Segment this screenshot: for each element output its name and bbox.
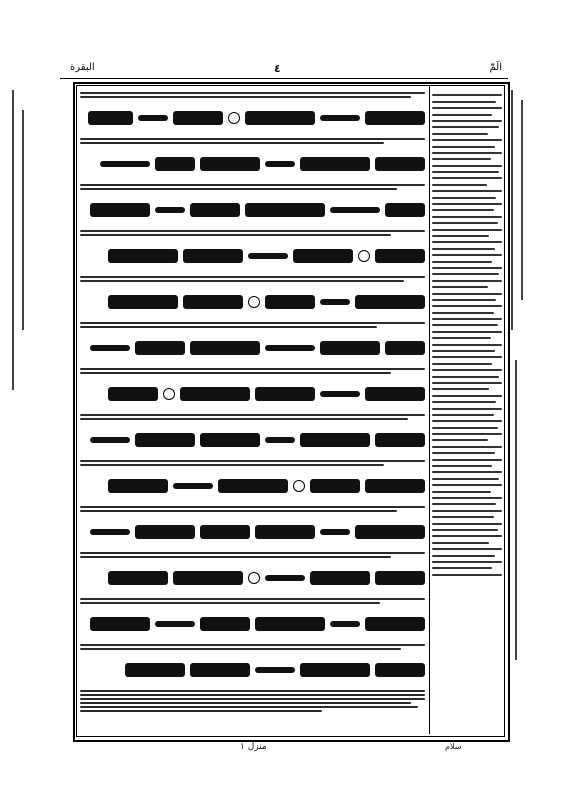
ayah-marker-icon [358,250,370,262]
verse-line [80,102,425,132]
translation-line [80,320,425,330]
verse-line [80,424,425,454]
translation-line [80,550,425,560]
column-divider [429,86,430,734]
verse-column [80,90,425,730]
translation-line [80,228,425,238]
margin-note-strip [12,90,14,390]
verse-line [80,470,425,500]
page-header [60,62,508,78]
ayah-marker-icon [248,572,260,584]
left-margin-notes [0,0,72,800]
ayah-marker-icon [248,296,260,308]
margin-note-strip [521,100,523,300]
ayah-marker-icon [293,480,305,492]
verse-line [80,332,425,362]
margin-note-strip [515,360,517,660]
page-footer-note [445,742,461,751]
translation-line [80,504,425,514]
verse-line [80,378,425,408]
footer-manzil-label: منزل ۱ [240,742,267,752]
verse-line [80,654,425,684]
verse-line [80,562,425,592]
footer-note-label: سلام [445,742,462,751]
translation-line [80,136,425,146]
translation-line [80,182,425,192]
header-surah-name: البقرة [70,62,95,73]
commentary-column [432,90,502,730]
translation-line [80,642,425,652]
header-page-number: ٤ [274,62,281,75]
margin-note-strip [22,110,24,330]
verse-line [80,240,425,270]
translation-line [80,412,425,422]
header-rule [60,78,508,79]
translation-line [80,90,425,100]
ayah-marker-icon [163,388,175,400]
page-footer [240,742,267,752]
header-juz-name: الٓمّٓ [489,62,502,73]
verse-line [80,516,425,546]
translation-line [80,596,425,606]
verse-line [80,608,425,638]
translation-line [80,366,425,376]
footnote-lines [80,688,425,728]
ayah-marker-icon [228,112,240,124]
verse-line [80,286,425,316]
verse-line [80,194,425,224]
verse-line [80,148,425,178]
margin-note-strip [511,90,513,330]
translation-line [80,274,425,284]
translation-line [80,458,425,468]
right-margin-notes [505,0,566,800]
